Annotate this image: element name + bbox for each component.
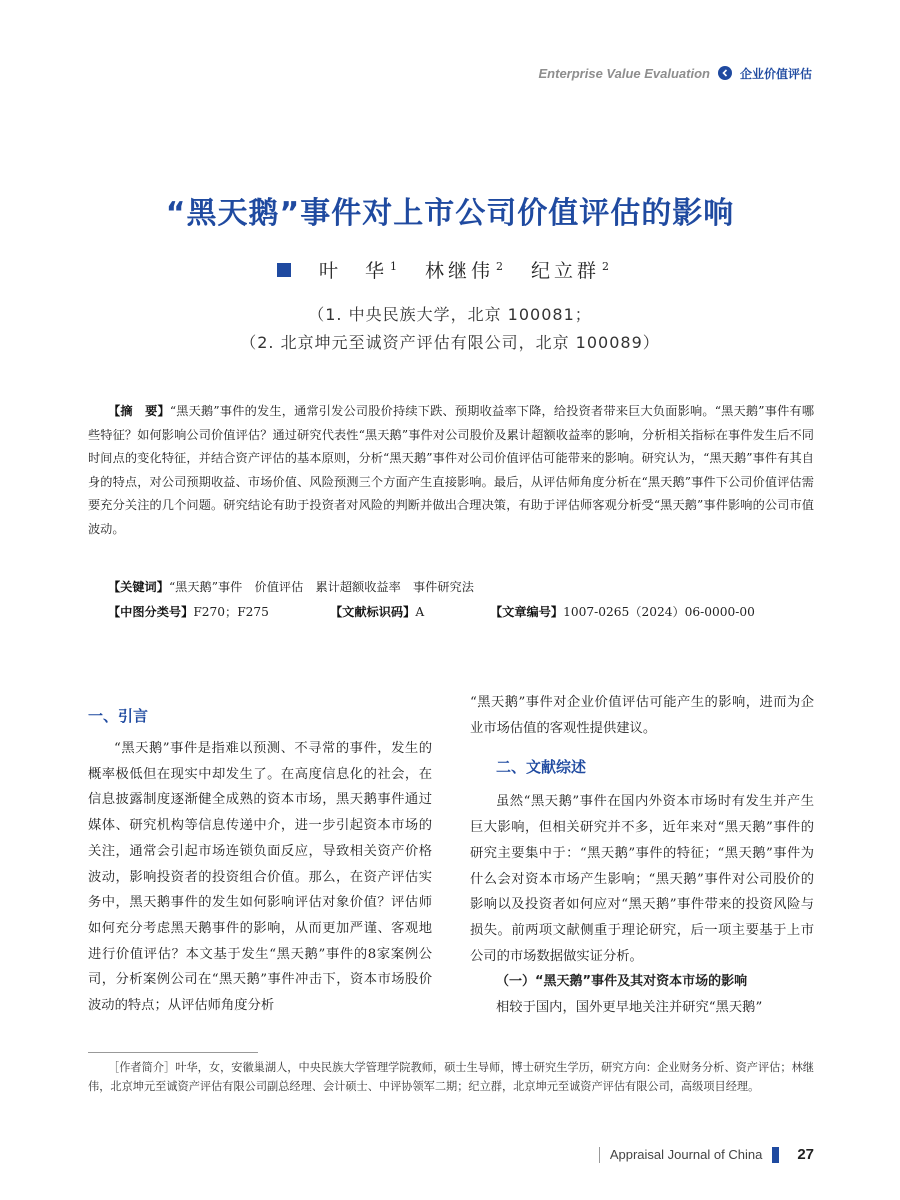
article-number-value: 1007-0265（2024）06-0000-00 [563, 605, 755, 619]
keywords-label: 【关键词】 [108, 580, 169, 594]
subsection-heading: （一）“黑天鹅”事件及其对资本市场的影响 [496, 974, 748, 990]
abstract-text: “黑天鹅”事件的发生，通常引发公司股价持续下跌、预期收益率下降，给投资者带来巨大负面影响。“黑天鹅”事件有哪些特征？如何影响公司价值评估？通过研究代表性“黑天鹅”事件对公司股价及累计超额收益率的影响，分析相关指标在事件发生后不同时间点的变化特征，并结合资产评估的基本原则，分析“黑天鹅”事件对公司价值评估可能带来的影响。研究认为，“黑天鹅”事件有其自身的特点，对公司预期收益、市场价值、风险预测三个方面产生直接影响。最后，从评估师角度分析在“黑天鹅”事件下公司价值评估需要充分关注的几个问题。研究结论有助于投资者对风险的判断并做出合理决策，有助于评估师客观分析受“黑天鹅”事件影响的公司市值波动。 [88, 404, 815, 536]
right-column [470, 690, 814, 1021]
doc-code-label: 【文献标识码】 [330, 605, 416, 619]
classification-line [108, 603, 755, 620]
header-english: Enterprise Value Evaluation [538, 65, 710, 81]
author-2: 林继伟 $^2$ [424, 259, 503, 282]
section-1-heading: 一、引言 [88, 707, 149, 725]
footer-divider [599, 1147, 600, 1163]
running-header [539, 62, 812, 84]
footnote-rule [88, 1052, 258, 1053]
keywords [108, 578, 474, 595]
affiliation-2: （2. 北京坤元至诚资产评估有限公司，北京 100089） [240, 333, 660, 352]
left-column [88, 690, 432, 1019]
page-footer [599, 1146, 814, 1163]
author-3: 纪立群 $^2$ [531, 259, 610, 282]
header-chinese: 企业价值评估 [739, 66, 812, 81]
article-title: “黑天鹅”事件对上市公司价值评估的影响 [165, 196, 735, 231]
article-number-label: 【文章编号】 [490, 605, 564, 619]
footer-accent-block [772, 1147, 779, 1163]
author-1: 叶 华 $^1$ [318, 259, 397, 282]
continuation-paragraph: “黑天鹅”事件对企业价值评估可能产生的影响，进而为企业市场估值的客观性提供建议。 [470, 695, 814, 736]
chevron-left-icon [718, 66, 732, 80]
section-2-paragraph: 虽然“黑天鹅”事件在国内外资本市场时有发生并产生巨大影响，但相关研究并不多，近年来对“黑天鹅”事件的研究主要集中于：“黑天鹅”事件的特征；“黑天鹅”事件为什么会对资本市场产生影响；“黑天鹅”事件对公司股价的影响以及投资者如何应对“黑天鹅”事件带来的投资风险与损失。前两项文献侧重于理论研究，后一项主要基于上市公司的市场数据做实证分析。 [470, 794, 814, 964]
clc-value: F270；F275 [193, 605, 269, 619]
author-marker-icon [277, 263, 291, 277]
section-2-heading: 二、文献综述 [496, 758, 587, 777]
page-number: 27 [797, 1146, 814, 1163]
abstract [88, 400, 814, 542]
doc-code-value: A [415, 605, 425, 619]
section-1-paragraph: “黑天鹅”事件是指难以预测、不寻常的事件，发生的概率极低但在现实中却发生了。在高度信息化的社会，在信息披露制度逐渐健全成熟的资本市场，黑天鹅事件通过媒体、研究机构等信息传递中介，进一步引起资本市场的关注，通常会引起市场连锁负面反应，导致相关资产价格波动，影响投资者的投资组合价值。那么，在资产评估实务中，黑天鹅事件的发生如何影响评估对象价值？评估师如何充分考虑黑天鹅事件的影响，从而更加严谨、客观地进行价值评估？本文基于发生“黑天鹅”事件的8家案例公司，分析案例公司在“黑天鹅”事件冲击下，资本市场股价波动的特点；从评估师角度分析 [88, 741, 432, 1014]
clc-label: 【中图分类号】 [108, 605, 194, 619]
author-line [0, 256, 900, 283]
affiliation-1: （1. 中央民族大学，北京 100081； [308, 305, 592, 324]
keywords-text: “黑天鹅”事件 价值评估 累计超额收益率 事件研究法 [168, 580, 474, 594]
subsection-paragraph: 相较于国内，国外更早地关注并研究“黑天鹅” [496, 1000, 763, 1016]
abstract-label: 【摘 要】 [108, 404, 170, 418]
author-footnote: ［作者简介］叶华，女，安徽巢湖人，中央民族大学管理学院教师，硕士生导师，博士研究生学历，研究方向：企业财务分析、资产评估；林继伟，北京坤元至诚资产评估有限公司副总经理、会计硕士、中评协领军二期；纪立群，北京坤元至诚资产评估有限公司，高级项目经理。 [88, 1061, 814, 1093]
footer-journal-name: Appraisal Journal of China [609, 1147, 763, 1162]
